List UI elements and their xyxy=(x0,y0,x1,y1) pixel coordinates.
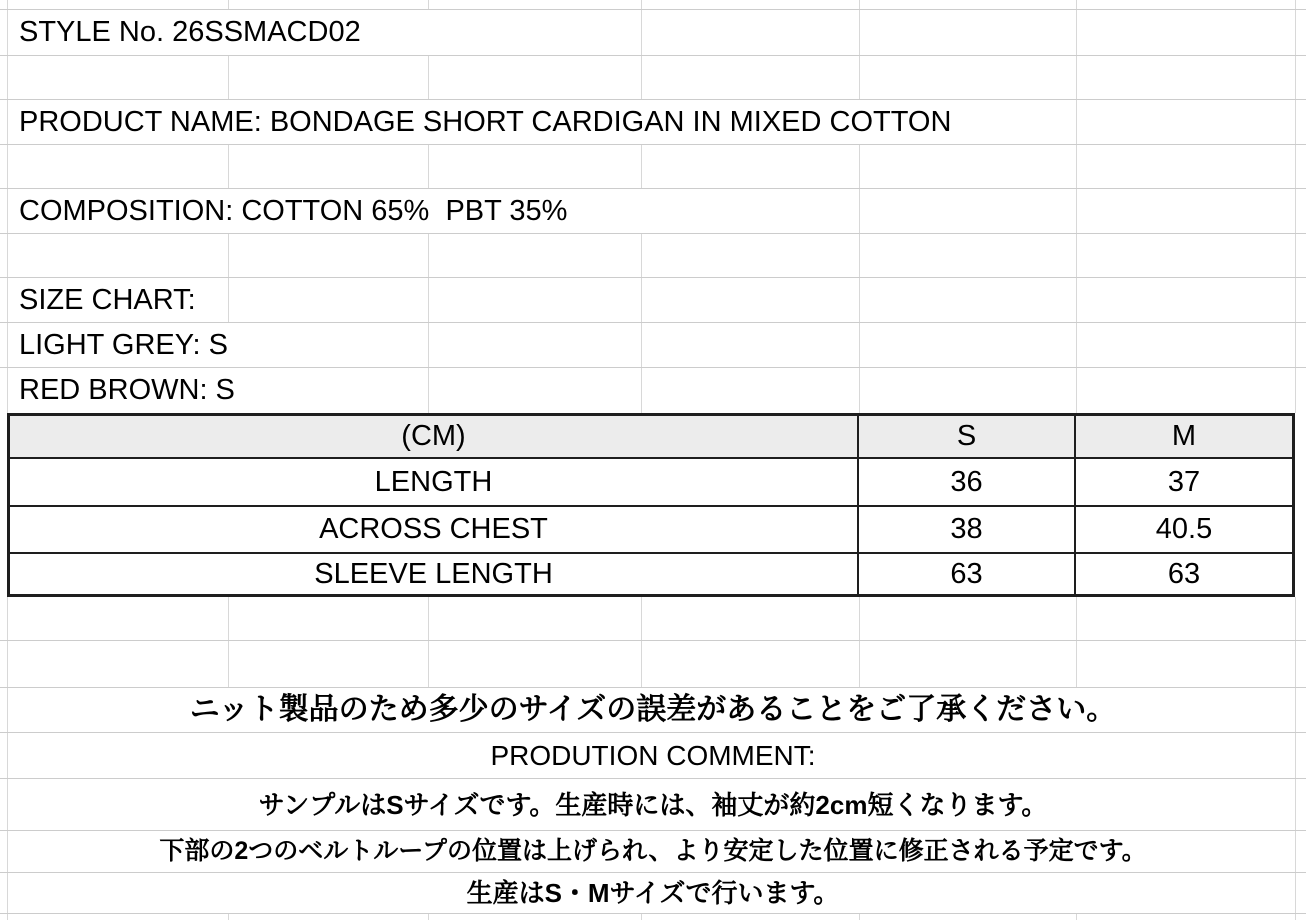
production-size-note-row xyxy=(0,873,1306,914)
style-no-text: STYLE No. 26SSMACD02 xyxy=(19,16,361,48)
size-table-measurement: ACROSS CHEST xyxy=(10,507,859,554)
colorway-light-grey-text: LIGHT GREY: S xyxy=(19,328,228,361)
size-table-header-cm: (CM) xyxy=(10,416,859,459)
size-table-value-m: 40.5 xyxy=(1076,507,1292,554)
size-table-measurement: SLEEVE LENGTH xyxy=(10,554,859,594)
colorway-red-brown-row xyxy=(0,368,1306,413)
empty-row xyxy=(0,597,1306,641)
empty-row xyxy=(0,641,1306,688)
empty-row-bottom xyxy=(0,914,1306,920)
production-size-note-text: 生産はS・Mサイズで行います。 xyxy=(466,878,840,908)
size-table-value-s: 38 xyxy=(859,507,1076,554)
empty-row xyxy=(0,145,1306,189)
colorway-light-grey-row xyxy=(0,323,1306,368)
sample-note-text: サンプルはSサイズです。生産時には、袖丈が約2cm短くなります。 xyxy=(258,789,1048,820)
production-comment-label-text: PRODUTION COMMENT: xyxy=(490,739,816,771)
colorway-red-brown-text: RED BROWN: S xyxy=(19,374,235,406)
knit-tolerance-note-row xyxy=(0,688,1306,733)
belt-loop-note-text: 下部の2つのベルトループの位置は上げられ、より安定した位置に修正される予定です。 xyxy=(159,837,1147,865)
composition-row xyxy=(0,189,1306,234)
size-table-value-m: 63 xyxy=(1167,557,1201,590)
sample-note-row xyxy=(0,779,1306,831)
size-table-value-s: 63 xyxy=(859,554,1076,594)
knit-tolerance-note-text: ニット製品のため多少のサイズの誤差があることをご了承ください。 xyxy=(189,693,1117,726)
size-chart-table xyxy=(7,413,1295,597)
size-table-measurement: LENGTH xyxy=(10,459,859,507)
size-table-value-m: 37 xyxy=(1076,459,1292,507)
size-table-header-s: S xyxy=(859,416,1076,459)
empty-row xyxy=(0,56,1306,100)
belt-loop-note-row xyxy=(0,831,1306,873)
size-table-value-s: 36 xyxy=(859,459,1076,507)
product-name-row xyxy=(0,100,1306,145)
empty-row-top xyxy=(0,0,1306,10)
size-chart-label-text: SIZE CHART: xyxy=(19,283,196,316)
style-no-row xyxy=(0,10,1306,56)
empty-row xyxy=(0,234,1306,278)
composition-text: COMPOSITION: COTTON 65% PBT 35% xyxy=(19,194,568,227)
size-table-header-m: M xyxy=(1076,416,1292,459)
product-name-text: PRODUCT NAME: BONDAGE SHORT CARDIGAN IN MIXED COTTON xyxy=(19,105,952,138)
production-comment-label-row xyxy=(0,733,1306,779)
size-chart-label-row xyxy=(0,278,1306,323)
